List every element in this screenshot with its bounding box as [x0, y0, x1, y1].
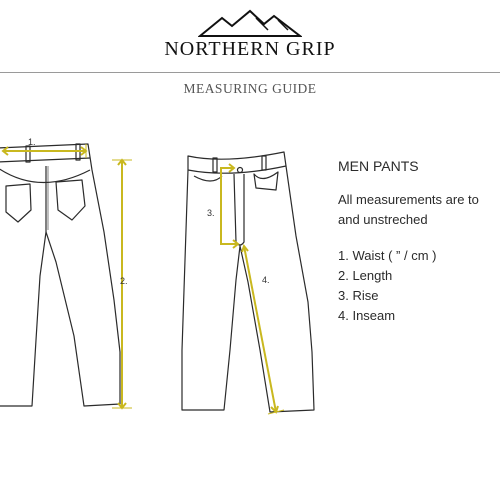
measurement-list: [338, 246, 500, 326]
inseam-measure-line: [244, 246, 276, 412]
list-item-inseam: 4. Inseam: [338, 308, 396, 323]
list-item-length: 2. Length: [338, 268, 393, 283]
product-heading: MEN PANTS: [338, 158, 419, 174]
pants-front-view: [182, 152, 314, 412]
waist-marker: 1.: [28, 137, 36, 147]
list-item-waist: 1. Waist ( ” / cm ): [338, 248, 437, 263]
list-item-rise: 3. Rise: [338, 288, 379, 303]
rise-marker: 3.: [207, 208, 215, 218]
length-marker: 2.: [120, 276, 128, 286]
info-panel: [338, 158, 500, 326]
inseam-marker: 4.: [262, 275, 270, 285]
pants-back-view: [0, 144, 120, 406]
measurement-note-line-2: and unstreched: [338, 212, 428, 227]
measurement-lines: [3, 144, 284, 414]
measurement-note-line-1: All measurements are to: [338, 192, 479, 207]
page-title: MEASURING GUIDE: [183, 81, 317, 96]
brand-name: NORTHERN GRIP: [164, 38, 336, 60]
